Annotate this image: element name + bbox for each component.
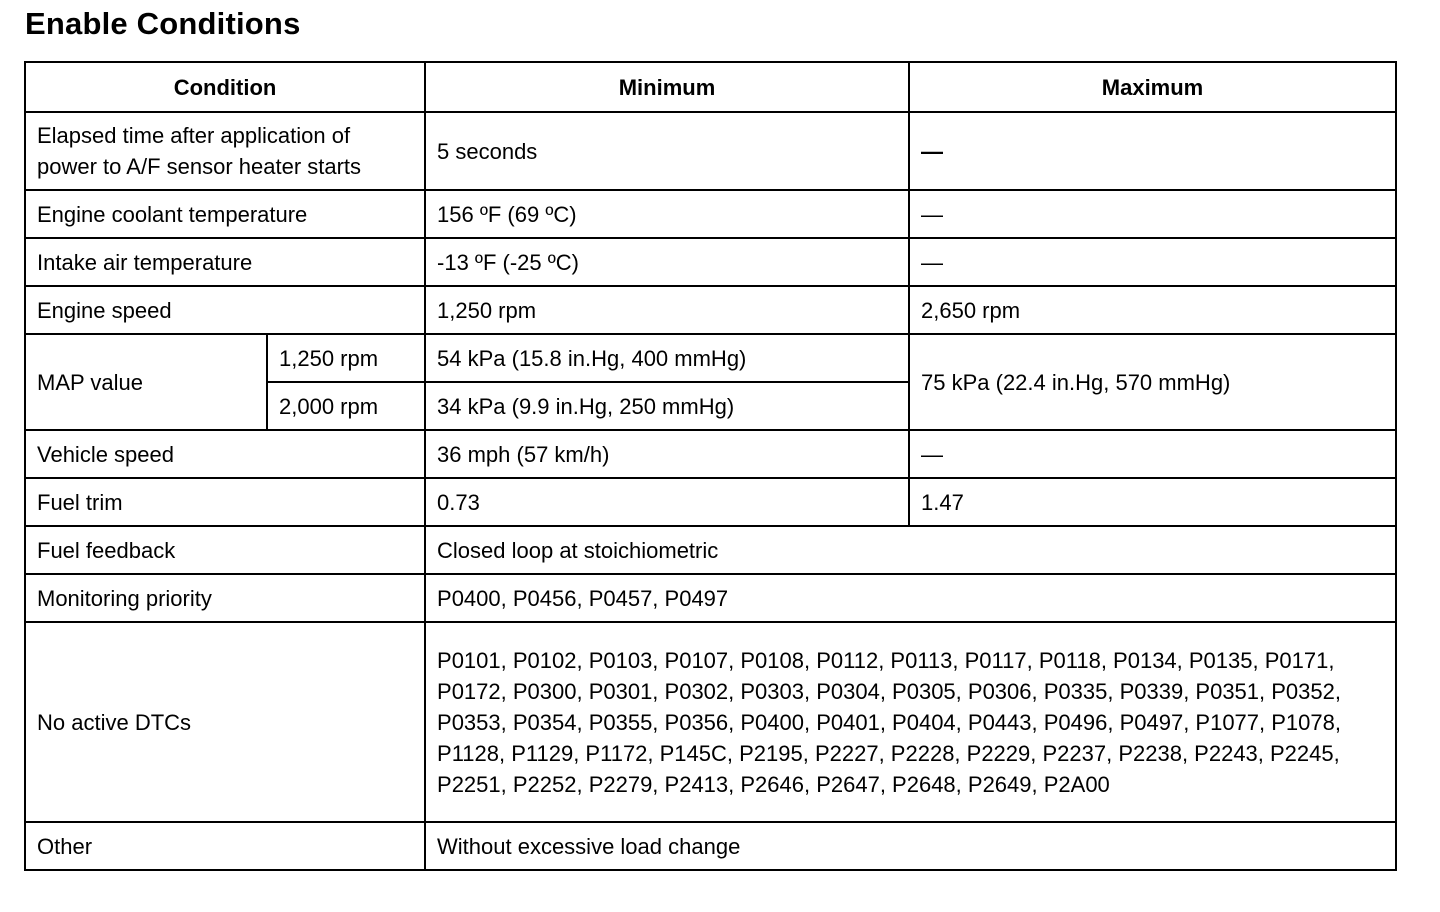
minimum-cell: 36 mph (57 km/h) — [425, 430, 909, 478]
enable-conditions-table — [24, 61, 1397, 871]
header-condition: Condition — [25, 62, 425, 112]
maximum-cell: — — [909, 238, 1396, 286]
condition-cell: Engine coolant temperature — [25, 190, 425, 238]
condition-cell: Vehicle speed — [25, 430, 425, 478]
minimum-cell: 1,250 rpm — [425, 286, 909, 334]
sub-condition-cell: 2,000 rpm — [267, 382, 425, 430]
condition-cell: Other — [25, 822, 425, 870]
table-row — [25, 334, 1396, 382]
condition-cell: MAP value — [25, 334, 267, 430]
sub-condition-cell: 1,250 rpm — [267, 334, 425, 382]
value-cell: Closed loop at stoichiometric — [425, 526, 1396, 574]
maximum-cell: — — [909, 190, 1396, 238]
table-row — [25, 526, 1396, 574]
minimum-cell: 156 ºF (69 ºC) — [425, 190, 909, 238]
table-row — [25, 112, 1396, 190]
table-row — [25, 478, 1396, 526]
header-minimum: Minimum — [425, 62, 909, 112]
dtc-list-cell: P0101, P0102, P0103, P0107, P0108, P0112, P0113, P0117, P0118, P0134, P0135, P0171, P0172, P0300, P0301, P0302, P0303, P0304, P0305, P0306, P0335, P0339, P0351, P0352, P0353, P0354, P0355, P0356, P0400, P0401, P0404, P0443, P0496, P0497, P1077, P1078, P1128, P1129, P1172, P145C, P2195, P2227, P2228, P2229, P2237, P2238, P2243, P2245, P2251, P2252, P2279, P2413, P2646, P2647, P2648, P2649, P2A00 — [425, 622, 1396, 822]
minimum-cell: 0.73 — [425, 478, 909, 526]
minimum-cell: -13 ºF (-25 ºC) — [425, 238, 909, 286]
table-header-row — [25, 62, 1396, 112]
table-row — [25, 286, 1396, 334]
table-row — [25, 822, 1396, 870]
table-row — [25, 238, 1396, 286]
page-title: Enable Conditions — [25, 6, 301, 41]
maximum-cell: 75 kPa (22.4 in.Hg, 570 mmHg) — [909, 334, 1396, 430]
minimum-cell: 5 seconds — [425, 112, 909, 190]
minimum-cell: 54 kPa (15.8 in.Hg, 400 mmHg) — [425, 334, 909, 382]
condition-cell: Fuel trim — [25, 478, 425, 526]
minimum-cell: 34 kPa (9.9 in.Hg, 250 mmHg) — [425, 382, 909, 430]
header-maximum: Maximum — [909, 62, 1396, 112]
maximum-cell: — — [909, 430, 1396, 478]
value-cell: P0400, P0456, P0457, P0497 — [425, 574, 1396, 622]
condition-cell: Fuel feedback — [25, 526, 425, 574]
condition-cell: Intake air temperature — [25, 238, 425, 286]
table-row — [25, 190, 1396, 238]
condition-cell: Elapsed time after application of power to A/F sensor heater starts — [25, 112, 425, 190]
value-cell: Without excessive load change — [425, 822, 1396, 870]
condition-cell: No active DTCs — [25, 622, 425, 822]
condition-cell: Engine speed — [25, 286, 425, 334]
maximum-cell: 2,650 rpm — [909, 286, 1396, 334]
maximum-cell: 1.47 — [909, 478, 1396, 526]
table-row — [25, 574, 1396, 622]
condition-cell: Monitoring priority — [25, 574, 425, 622]
table-row — [25, 430, 1396, 478]
maximum-cell: — — [909, 112, 1396, 190]
table-row — [25, 622, 1396, 822]
